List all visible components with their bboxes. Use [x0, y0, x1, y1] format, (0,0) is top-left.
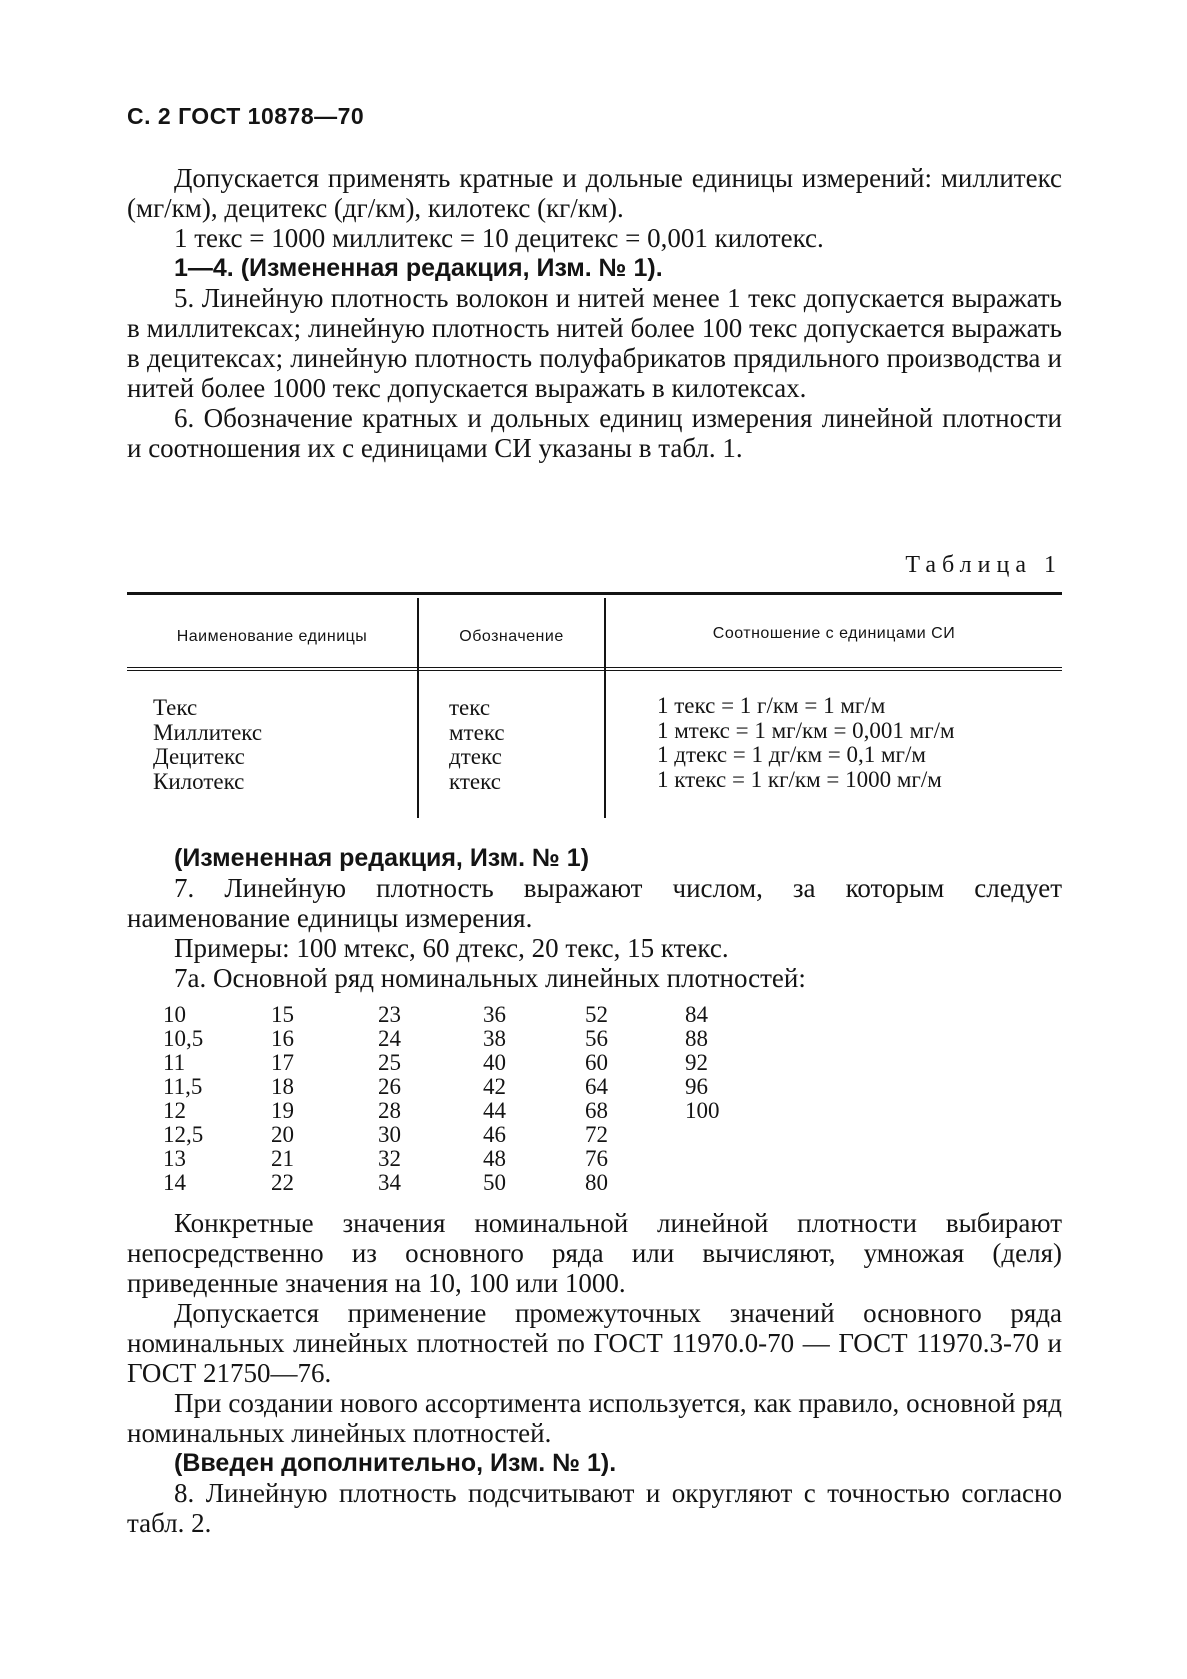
text-block-series-notes — [127, 1208, 1062, 1538]
table-cell-name: Миллитекс — [153, 719, 263, 745]
table-top-rule — [127, 592, 1062, 595]
series-value: 24 — [378, 1026, 401, 1051]
series-value: 23 — [378, 1002, 401, 1027]
table-cell-symbol: текс — [449, 695, 491, 720]
series-value: 52 — [585, 1002, 608, 1027]
table-cell-relation: 1 дтекс = 1 дг/км = 0,1 мг/м — [657, 742, 926, 767]
table-cell-symbol: ктекс — [449, 768, 501, 794]
paragraph-concrete-values: Конкретные значения номинальной линейной плотности выбирают непосредственно из основного ряда или вычисляют, умножая (деля) приведенные значения на 10, 100 или 1000. — [127, 1208, 1062, 1298]
series-value: 36 — [483, 1002, 506, 1027]
page-header: С. 2 ГОСТ 10878—70 — [127, 103, 365, 129]
paragraph-amendment: (Измененная редакция, Изм. № 1) — [174, 844, 590, 872]
series-value: 30 — [378, 1122, 401, 1147]
series-value: 21 — [271, 1146, 294, 1171]
series-value: 50 — [483, 1170, 506, 1195]
series-value: 42 — [483, 1074, 506, 1099]
series-column — [378, 1003, 401, 1195]
paragraph-amendment-1-4: 1—4. (Измененная редакция, Изм. № 1). — [174, 254, 663, 282]
series-value: 20 — [271, 1122, 294, 1147]
table-cell-symbol: дтекс — [449, 744, 502, 769]
series-value: 15 — [271, 1002, 294, 1027]
text-block-item-7 — [127, 843, 1062, 993]
series-value: 60 — [585, 1050, 608, 1075]
table-cell-name: Текс — [153, 695, 198, 720]
series-value: 13 — [163, 1146, 186, 1171]
table-header-symbol: Обозначение — [459, 628, 564, 645]
series-column — [685, 1003, 720, 1123]
paragraph-intermediate-values: Допускается применение промежуточных значений основного ряда номинальных линейных плотностей по ГОСТ 11970.0-70 — ГОСТ 11970.3-70 и ГОСТ 21750—76. — [127, 1298, 1062, 1388]
series-value: 17 — [271, 1050, 294, 1075]
paragraph-item-7: 7. Линейную плотность выражают числом, за которым следует наименование единицы измерения. — [127, 873, 1062, 933]
paragraph-new-assortment: При создании нового ассортимента используется, как правило, основной ряд номинальных линейных плотностей. — [127, 1388, 1062, 1448]
series-value: 28 — [378, 1098, 401, 1123]
table-column-relations — [657, 694, 955, 792]
table-header-name: Наименование единицы — [176, 628, 368, 645]
series-value: 11 — [163, 1050, 186, 1075]
series-value: 46 — [483, 1122, 506, 1147]
density-series — [163, 1003, 763, 1203]
series-column — [271, 1003, 294, 1195]
series-value: 64 — [585, 1074, 608, 1099]
paragraph-examples: Примеры: 100 мтекс, 60 дтекс, 20 текс, 15 ктекс. — [174, 933, 729, 963]
series-value: 56 — [585, 1026, 608, 1051]
series-value: 88 — [685, 1026, 708, 1051]
series-value: 84 — [685, 1002, 708, 1027]
text-block-intro — [127, 163, 1062, 463]
series-value: 96 — [685, 1074, 708, 1099]
series-value: 10,5 — [163, 1026, 204, 1051]
series-value: 72 — [585, 1122, 608, 1147]
paragraph-item-5: 5. Линейную плотность волокон и нитей менее 1 текс допускается выражать в миллитексах; линейную плотность нитей более 100 текс допускается выражать в децитексах; линейную плотность полуфабрикатов прядильного производства и нитей более 1000 текс допускается выражать в килотексах. — [127, 283, 1062, 403]
paragraph-item-8: 8. Линейную плотность подсчитывают и округляют с точностью согласно табл. 2. — [127, 1478, 1062, 1538]
series-column — [483, 1003, 506, 1195]
table-cell-relation: 1 мтекс = 1 мг/км = 0,001 мг/м — [657, 717, 955, 743]
series-value: 44 — [483, 1098, 506, 1123]
paragraph-multiples: Допускается применять кратные и дольные единицы измерений: миллитекс (мг/км), децитекс (дг/км), килотекс (кг/км). — [127, 163, 1062, 223]
table-caption: Таблица 1 — [905, 552, 1062, 578]
table-cell-name: Килотекс — [153, 768, 245, 794]
series-value: 10 — [163, 1002, 186, 1027]
series-value: 38 — [483, 1026, 506, 1051]
paragraph-introduced: (Введен дополнительно, Изм. № 1). — [174, 1449, 617, 1477]
paragraph-item-6: 6. Обозначение кратных и дольных единиц измерения линейной плотности и соотношения их с единицами СИ указаны в табл. 1. — [127, 403, 1062, 463]
series-value: 80 — [585, 1170, 608, 1195]
series-value: 34 — [378, 1170, 401, 1195]
series-value: 76 — [585, 1146, 608, 1171]
table-cell-relation: 1 ктекс = 1 кг/км = 1000 мг/м — [657, 766, 942, 792]
series-column — [163, 1003, 203, 1195]
series-value: 26 — [378, 1074, 401, 1099]
series-value: 25 — [378, 1050, 401, 1075]
series-value: 40 — [483, 1050, 506, 1075]
series-value: 32 — [378, 1146, 401, 1171]
units-table — [127, 592, 1062, 822]
table-cell-relation: 1 текс = 1 г/км = 1 мг/м — [657, 693, 886, 718]
table-header-rule — [127, 667, 1062, 671]
series-value: 12,5 — [163, 1122, 204, 1147]
series-value: 19 — [271, 1098, 294, 1123]
table-cell-symbol: мтекс — [449, 719, 505, 745]
table-header-relation: Соотношение с единицами СИ — [712, 625, 956, 642]
series-value: 12 — [163, 1098, 186, 1123]
table-column-symbols — [449, 696, 505, 794]
paragraph-item-7a: 7а. Основной ряд номинальных линейных плотностей: — [174, 963, 806, 993]
series-value: 16 — [271, 1026, 294, 1051]
paragraph-equation: 1 текс = 1000 миллитекс = 10 децитекс = 0,001 килотекс. — [174, 223, 824, 253]
series-value: 11,5 — [163, 1074, 203, 1099]
series-value: 22 — [271, 1170, 294, 1195]
series-value: 100 — [685, 1098, 720, 1123]
table-cell-name: Децитекс — [153, 744, 245, 769]
series-column — [585, 1003, 608, 1195]
series-value: 18 — [271, 1074, 294, 1099]
series-value: 68 — [585, 1098, 608, 1123]
table-column-names — [153, 696, 262, 794]
series-value: 48 — [483, 1146, 506, 1171]
series-value: 14 — [163, 1170, 186, 1195]
series-value: 92 — [685, 1050, 708, 1075]
